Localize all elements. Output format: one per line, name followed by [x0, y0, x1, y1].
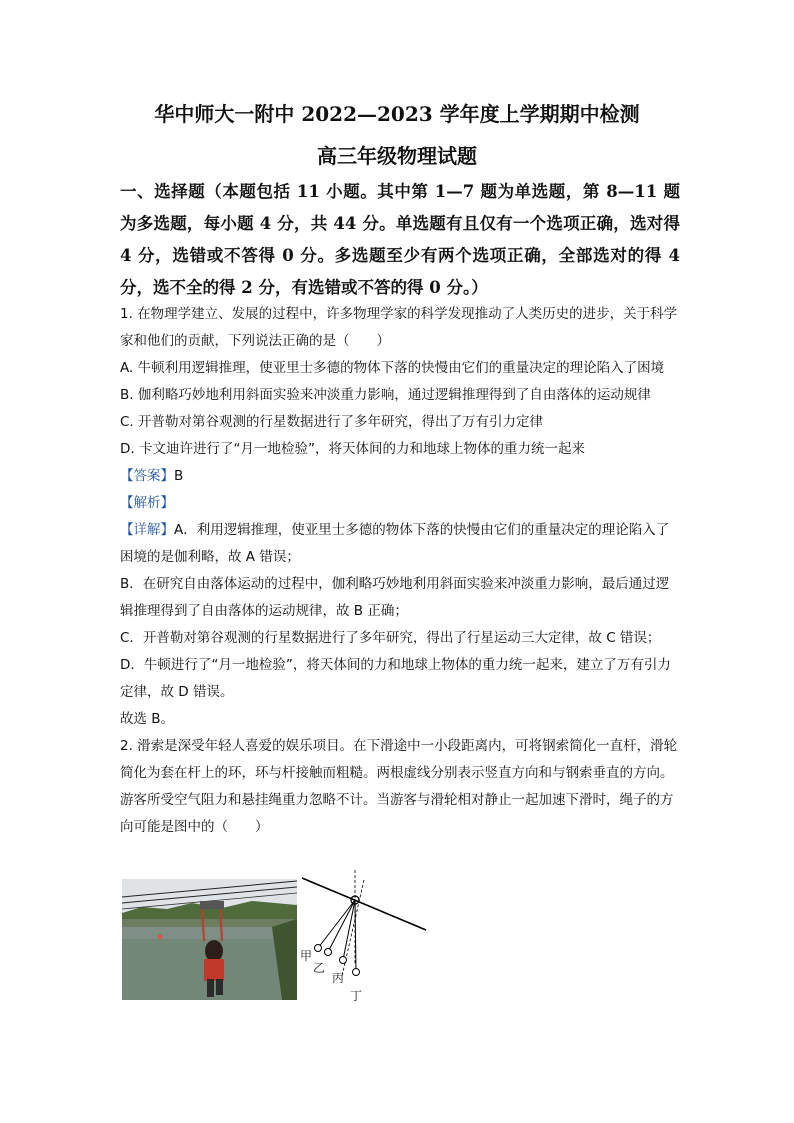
q1-option-c: C. 开普勒对第谷观测的行星数据进行了多年研究，得出了万有引力定律	[120, 414, 544, 430]
q1-detail-d: D．牛顿进行了“月一地检验”，将天体间的力和地球上物体的重力统一起来，建立了万有引力定律，故 D 错误。	[120, 657, 671, 700]
q2-stem: 2. 滑索是深受年轻人喜爱的娱乐项目。在下滑途中一小段距离内，可将钢索简化一直杆，滑轮简化为套在杆上的环，环与杆接触而粗糙。两根虚线分别表示竖直方向和与钢索垂直的方向。游客所受空气阻力和悬挂绳重力忽略不计。当游客与滑轮相对静止一起加速下滑时，绳子的方向可能是图中的（ ）	[120, 738, 678, 835]
label-bing: 丙	[332, 971, 345, 985]
answer-value: B	[174, 468, 184, 484]
label-yi: 乙	[313, 961, 326, 975]
zipline-photo	[122, 879, 297, 1000]
label-jia: 甲	[300, 949, 313, 963]
q1-option-d: D. 卡文迪许进行了“月一地检验”，将天体间的力和地球上物体的重力统一起来	[120, 441, 585, 457]
label-ding: 丁	[350, 989, 363, 1003]
q1-detail-b: B．在研究自由落体运动的过程中，伽利略巧妙地利用斜面实验来冲淡重力影响，最后通过逻辑推理得到了自由落体的运动规律，故 B 正确；	[120, 576, 670, 619]
q1-answer-line	[120, 463, 680, 490]
q1-detail-c: C．开普勒对第谷观测的行星数据进行了多年研究，得出了行星运动三大定律，故 C 错误；	[120, 630, 661, 646]
question-1	[120, 301, 680, 841]
exam-subtitle: 高三年级物理试题	[317, 144, 477, 168]
q1-conclusion: 故选 B。	[120, 711, 175, 727]
q1-option-b: B. 伽利略巧妙地利用斜面实验来冲淡重力影响，通过逻辑推理得到了自由落体的运动规律	[120, 387, 651, 403]
section-instructions: 一、选择题（本题包括 11 小题。其中第 1—7 题为单选题，第 8—11 题为多选题，每小题 4 分，共 44 分。单选题有且仅有一个选项正确，选对得 4 分，选错或不答得 0 分。多选题至少有两个选项正确，全部选对的得 4 分，选不全的得 2 分，有选错或不答的得 0 分。）	[120, 182, 680, 297]
detail-tag: 【详解】	[120, 522, 174, 538]
q1-stem: 1. 在物理学建立、发展的过程中，许多物理学家的科学发现推动了人类历史的进步，关于科学家和他们的贡献，下列说法正确的是（ ）	[120, 306, 678, 349]
exam-title: 华中师大一附中 2022—2023 学年度上学期期中检测	[154, 102, 640, 126]
q1-detail-a: 【详解】A．利用逻辑推理，使亚里士多德的物体下落的快慢由它们的重量决定的理论陷入了困境的是伽利略，故 A 错误；	[120, 522, 670, 565]
answer-tag: 【答案】	[120, 468, 174, 484]
rope-direction-diagram	[298, 868, 430, 1008]
q1-option-a: A. 牛顿利用逻辑推理，使亚里士多德的物体下落的快慢由它们的重量决定的理论陷入了困境	[120, 360, 665, 376]
analysis-tag: 【解析】	[120, 495, 174, 511]
